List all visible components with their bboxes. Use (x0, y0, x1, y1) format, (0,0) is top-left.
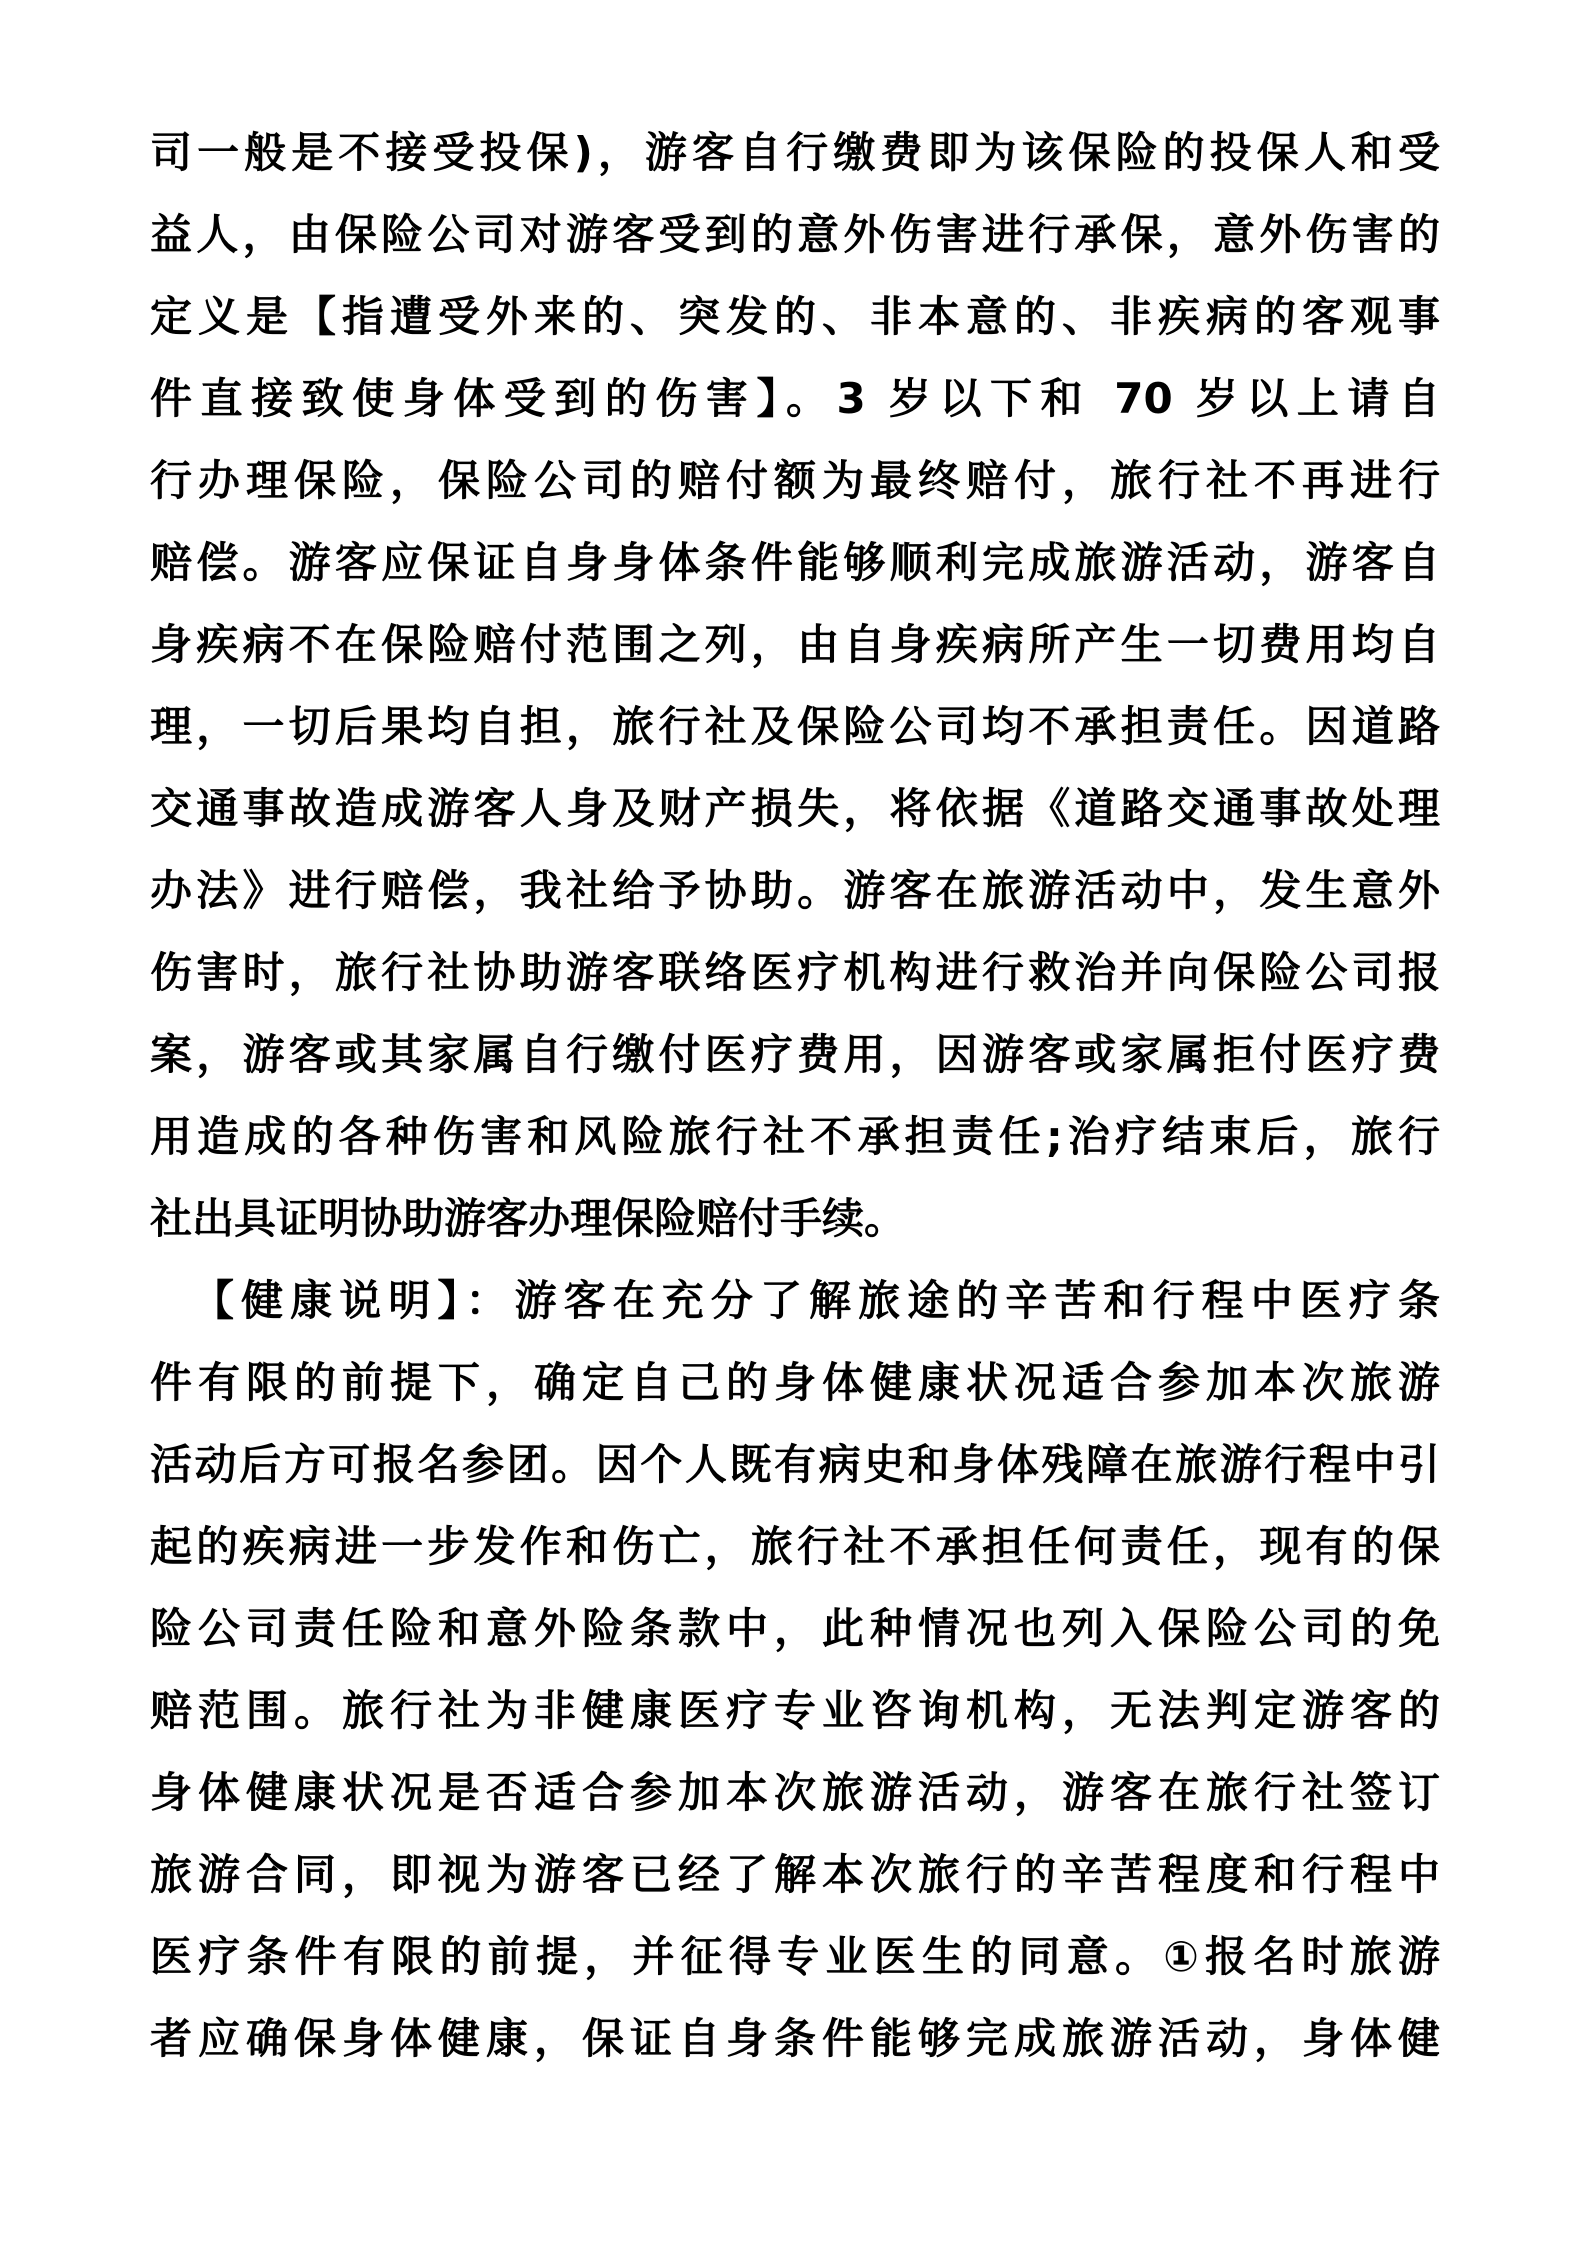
text-line: 医疗条件有限的前提，并征得专业医生的同意。①报名时旅游 (150, 1932, 1440, 1981)
text-line: 者应确保身体健康，保证自身条件能够完成旅游活动，身体健 (150, 2014, 1440, 2063)
text-line: 身疾病不在保险赔付范围之列，由自身疾病所产生一切费用均自 (150, 620, 1440, 669)
text-line: 旅游合同，即视为游客已经了解本次旅行的辛苦程度和行程中 (150, 1850, 1440, 1899)
text-line: 件直接致使身体受到的伤害】。3 岁以下和 70 岁以上请自 (150, 374, 1440, 423)
text-line: 理，一切后果均自担，旅行社及保险公司均不承担责任。因道路 (150, 702, 1440, 751)
text-line: 赔范围。旅行社为非健康医疗专业咨询机构，无法判定游客的 (150, 1686, 1440, 1735)
text-line: 身体健康状况是否适合参加本次旅游活动，游客在旅行社签订 (150, 1768, 1440, 1817)
text-line: 交通事故造成游客人身及财产损失，将依据《道路交通事故处理 (150, 784, 1440, 833)
section-heading-line: 【健康说明】：游客在充分了解旅途的辛苦和行程中医疗条 (192, 1276, 1440, 1325)
text-line: 险公司责任险和意外险条款中，此种情况也列入保险公司的免 (150, 1604, 1440, 1653)
text-line: 司一般是不接受投保)，游客自行缴费即为该保险的投保人和受 (150, 128, 1440, 177)
text-line: 社出具证明协助游客办理保险赔付手续。 (150, 1194, 907, 1243)
text-line: 用造成的各种伤害和风险旅行社不承担责任;治疗结束后，旅行 (150, 1112, 1440, 1161)
text-line: 伤害时，旅行社协助游客联络医疗机构进行救治并向保险公司报 (150, 948, 1440, 997)
text-line: 办法》进行赔偿，我社给予协助。游客在旅游活动中，发生意外 (150, 866, 1440, 915)
text-line: 件有限的前提下，确定自己的身体健康状况适合参加本次旅游 (150, 1358, 1440, 1407)
text-line: 赔偿。游客应保证自身身体条件能够顺利完成旅游活动，游客自 (150, 538, 1440, 587)
text-line: 益人，由保险公司对游客受到的意外伤害进行承保，意外伤害的 (150, 210, 1440, 259)
text-line: 行办理保险，保险公司的赔付额为最终赔付，旅行社不再进行 (150, 456, 1440, 505)
text-line: 活动后方可报名参团。因个人既有病史和身体残障在旅游行程中引 (150, 1440, 1440, 1489)
body-text (150, 112, 1440, 2080)
text-line: 案，游客或其家属自行缴付医疗费用，因游客或家属拒付医疗费 (150, 1030, 1440, 1079)
text-line: 起的疾病进一步发作和伤亡，旅行社不承担任何责任，现有的保 (150, 1522, 1440, 1571)
text-line: 定义是【指遭受外来的、突发的、非本意的、非疾病的客观事 (150, 292, 1440, 341)
